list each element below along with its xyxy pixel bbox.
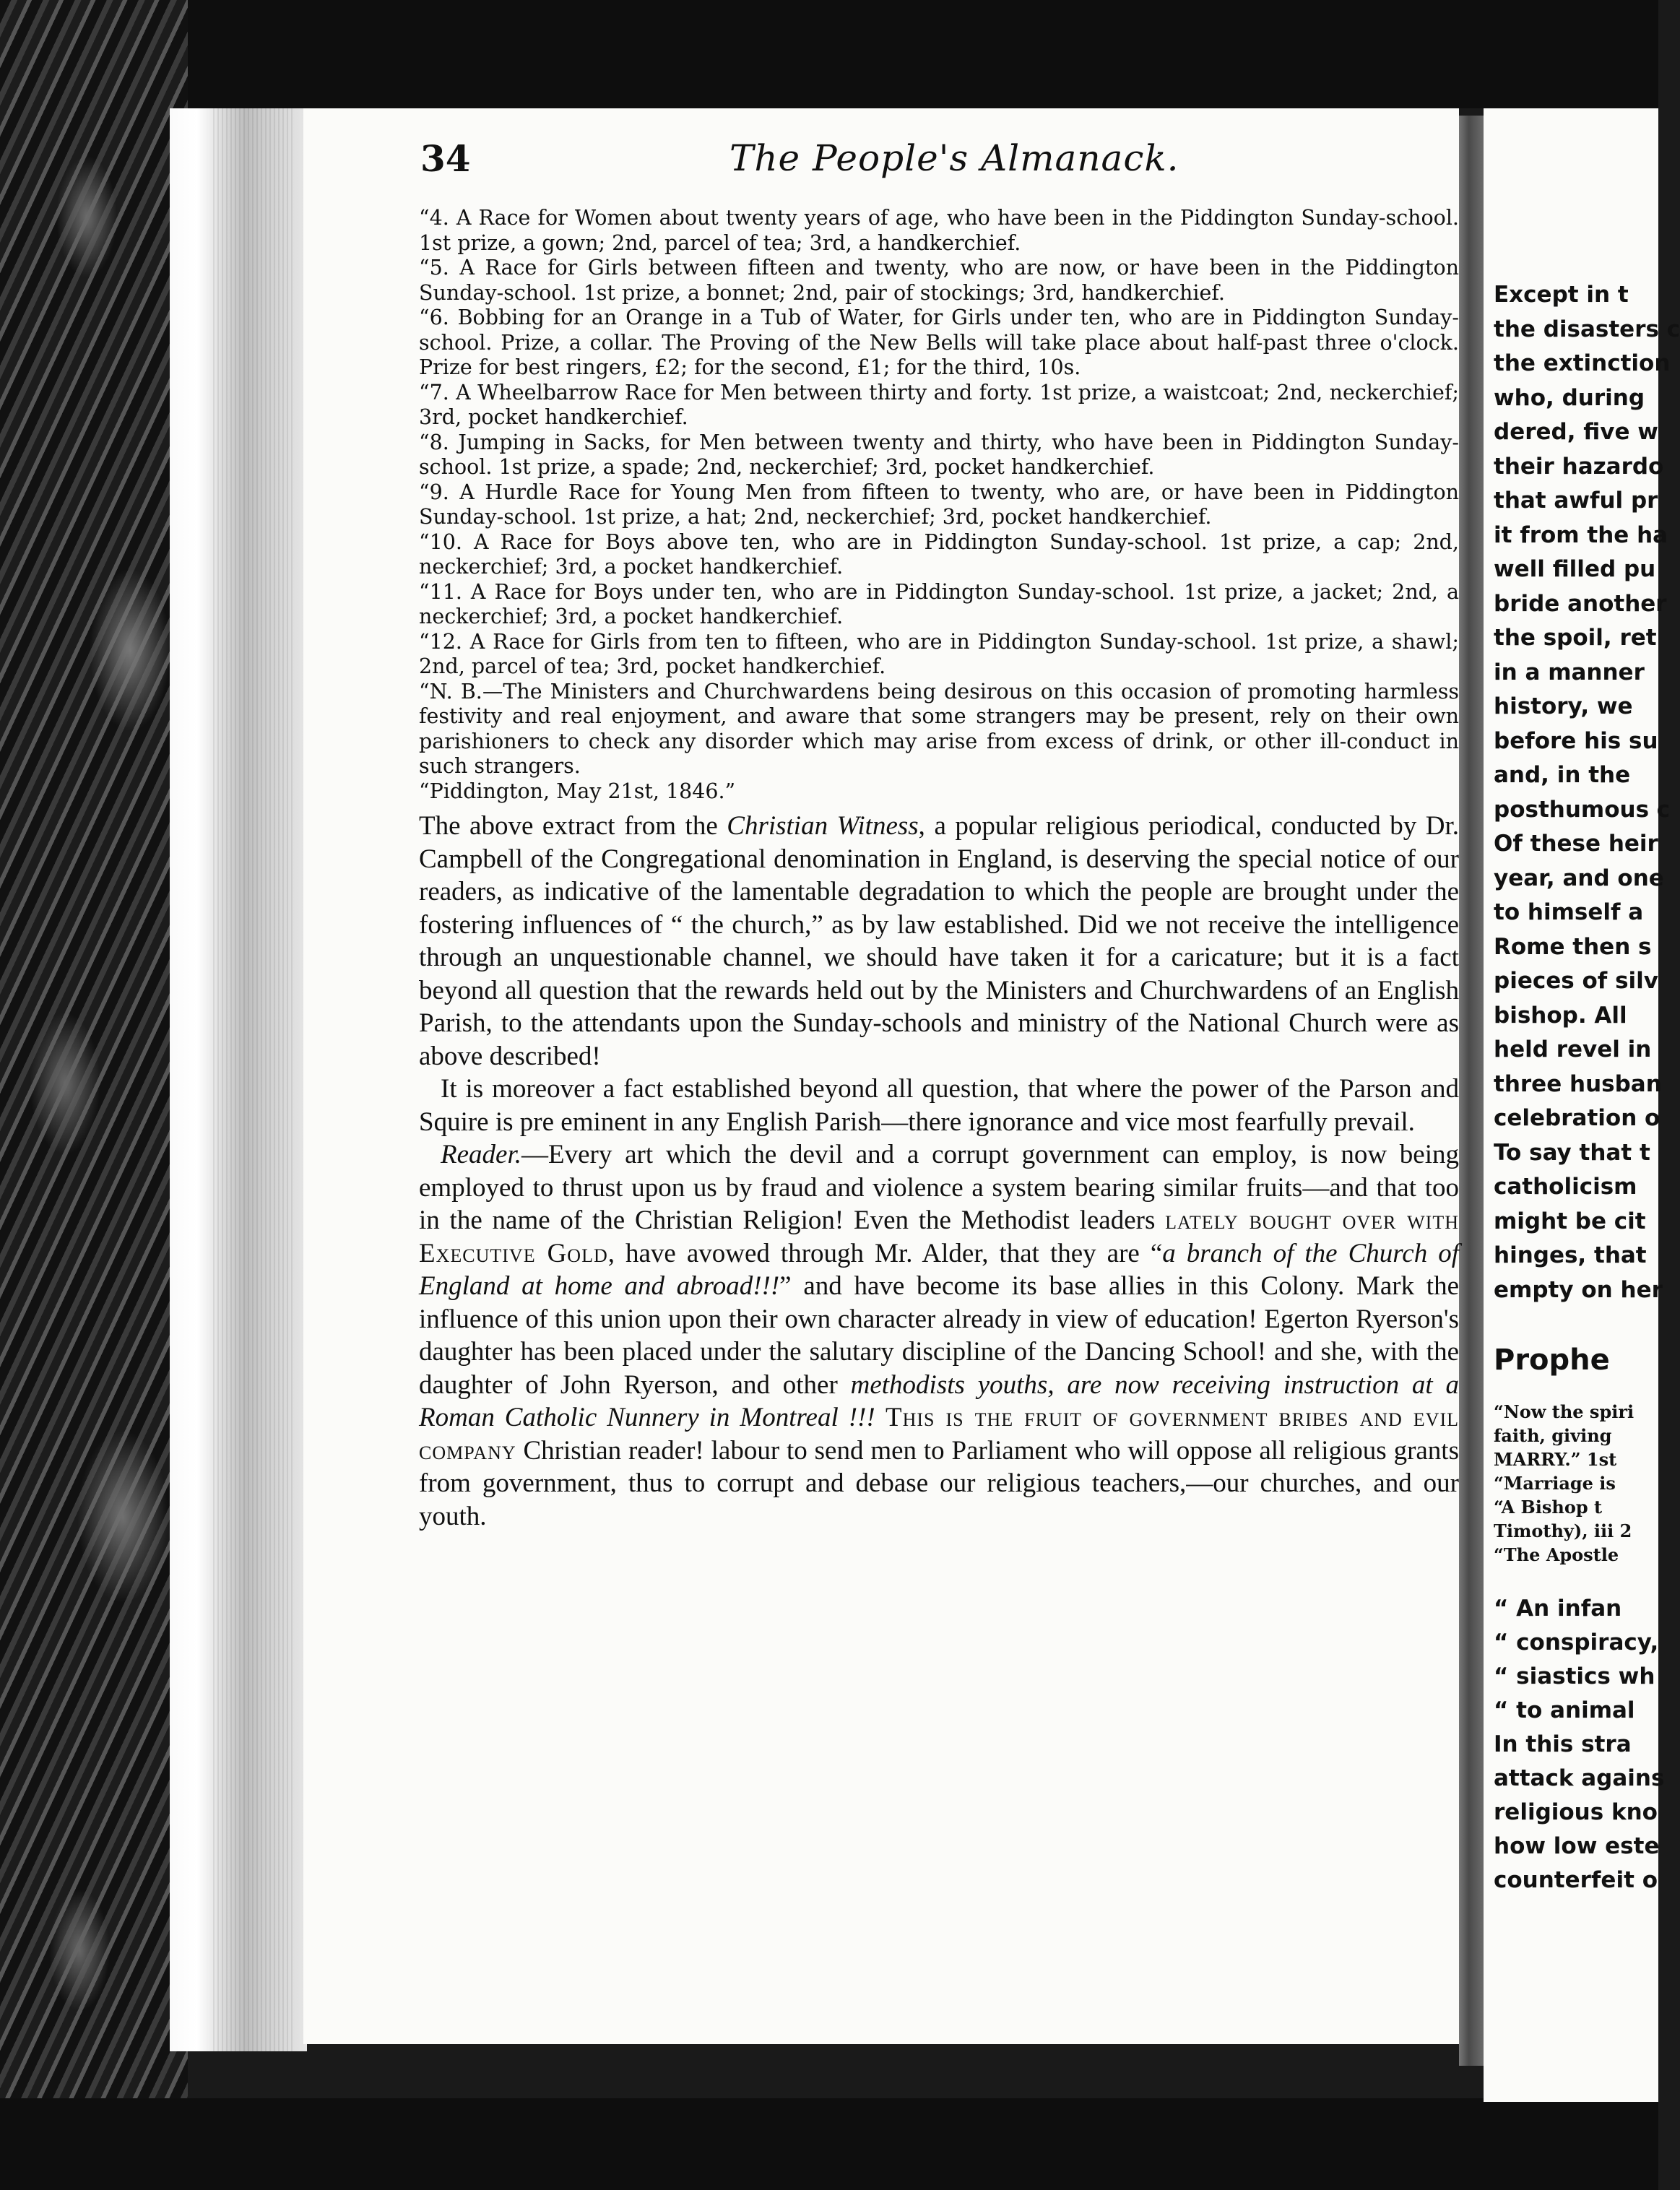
- facing-page-line: “Marriage is: [1494, 1473, 1616, 1494]
- facing-page-line: “A Bishop t: [1494, 1497, 1603, 1518]
- commentary-paragraph-1: The above extract from the Christian Witness, a popular religious periodical, conducted by Dr. Campbell of the Congregational denomination in England, is deserving the special notice of our readers, as indicative of the lamentable degradation to which the people are brought under the fostering influences of “ the church,” as by law established. Did we not receive the intelligence through an unquestionable channel, we should have taken it for a caricature; but it is a fact beyond all question that the rewards held out by the Ministers and Churchwardens of an English Parish, to the attendants upon the Sunday-schools and ministry of the National Church were as above described!: [419, 811, 1459, 1071]
- list-item: “8. Jumping in Sacks, for Men between twenty and thirty, who have been in Piddington Sunday-school. 1st prize, a spade; 2nd, neckerchief; 3rd, pocket handkerchief.: [419, 430, 1459, 479]
- page-number: 34: [420, 137, 471, 180]
- list-item: “4. A Race for Women about twenty years of age, who have been in the Piddington Sunday-school. 1st prize, a gown; 2nd, parcel of tea; 3rd, a handkerchief.: [419, 206, 1459, 255]
- facing-page-line: “ to animal: [1494, 1697, 1635, 1723]
- dateline: “Piddington, May 21st, 1846.”: [419, 779, 736, 803]
- quoted-prize-list: [419, 206, 1459, 804]
- facing-page-line: in a manner: [1494, 659, 1645, 685]
- facing-page-line: faith, giving: [1494, 1425, 1612, 1446]
- facing-page-heading: Prophe: [1494, 1343, 1610, 1377]
- facing-page-line: Of these heir: [1494, 831, 1658, 857]
- facing-page-line: bishop. All: [1494, 1002, 1627, 1029]
- running-head: The People's Almanack.: [729, 137, 1179, 179]
- facing-page-line: that awful pr: [1494, 488, 1658, 514]
- facing-page-line: and, in the: [1494, 762, 1631, 788]
- page-body: [419, 206, 1459, 1533]
- facing-page-line: year, and one: [1494, 865, 1664, 891]
- source-title: Christian Witness: [727, 811, 919, 841]
- facing-page-line: To say that t: [1494, 1139, 1650, 1166]
- facing-page-line: In this stra: [1494, 1731, 1632, 1757]
- facing-page-line: the spoil, ret: [1494, 625, 1657, 651]
- page-edges: [170, 108, 307, 2051]
- facing-page-line: to himself a: [1494, 899, 1644, 925]
- facing-page-line: “ conspiracy,: [1494, 1629, 1659, 1656]
- list-item: “10. A Race for Boys above ten, who are in Piddington Sunday-school. 1st prize, a cap; 2nd, neckerchief; 3rd, a pocket handkerchief.: [419, 529, 1459, 579]
- notice-paragraph: “N. B.—The Ministers and Churchwardens being desirous on this occasion of promoting harmless festivity and real enjoyment, and aware that some strangers may be present, rely on their own parishioners to check any disorder which may arise from excess of drink, or other ill-conduct in such strangers.: [419, 679, 1459, 778]
- facing-page-line: held revel in: [1494, 1036, 1652, 1062]
- facing-page-line: religious kno: [1494, 1799, 1658, 1825]
- reader-lead: Reader.: [441, 1140, 521, 1169]
- facing-page-line: the extinction: [1494, 350, 1671, 376]
- facing-page-line: attack agains: [1494, 1765, 1665, 1791]
- list-item: “5. A Race for Girls between fifteen and twenty, who are now, or have been in the Piddington Sunday-school. 1st prize, a bonnet; 2nd, pair of stockings; 3rd, handkerchief.: [419, 256, 1459, 305]
- commentary-paragraph-3: Reader.—Every art which the devil and a corrupt government can employ, is now being employed to thrust upon us by fraud and violence a system bearing similar fruits—and that too in the name of the Christian Religion! Even the Methodist leaders lately bought over with Executive Gold, have avowed through Mr. Alder, that they are “a branch of the Church of England at home and abroad!!!” and have become its base allies in this Colony. Mark the influence of this union upon their own character already in view of education! Egerton Ryerson's daughter has been placed under the salutary discipline of the Dancing School! and she, with the daughter of John Ryerson, and other methodists youths, are now receiving instruction at a Roman Catholic Nunnery in Montreal !!! This is the fruit of government bribes and evil company Christian reader! labour to send men to Parliament who will oppose all religious grants from government, thus to corrupt and debase our religious teachers,—our churches, and our youth.: [419, 1140, 1460, 1531]
- facing-page-line: “Now the spiri: [1494, 1401, 1634, 1422]
- facing-page-line: empty on her: [1494, 1276, 1663, 1303]
- scan-bottom-border: [0, 2098, 1658, 2190]
- list-item: “9. A Hurdle Race for Young Men from fifteen to twenty, who are, or have been in Piddington Sunday-school. 1st prize, a hat; 2nd, neckerchief; 3rd, pocket handkerchief.: [419, 480, 1459, 529]
- facing-page-line: before his su: [1494, 727, 1658, 754]
- scan-top-border: [0, 0, 1658, 108]
- facing-page-line: celebration o: [1494, 1105, 1660, 1131]
- facing-page-line: how low este: [1494, 1833, 1660, 1859]
- list-item: “7. A Wheelbarrow Race for Men between thirty and forty. 1st prize, a waistcoat; 2nd, neckerchief; 3rd, pocket handkerchief.: [419, 380, 1459, 429]
- facing-page-line: posthumous c: [1494, 796, 1671, 823]
- facing-page-line: “The Apostle: [1494, 1544, 1619, 1565]
- facing-page-line: “ siastics wh: [1494, 1663, 1655, 1689]
- facing-page-line: who, during: [1494, 384, 1645, 411]
- facing-page-line: history, we: [1494, 693, 1633, 719]
- facing-page-line: the disasters c: [1494, 316, 1680, 342]
- facing-page-line: dered, five w: [1494, 419, 1658, 445]
- facing-page-line: might be cit: [1494, 1208, 1646, 1234]
- facing-page-line: hinges, that: [1494, 1242, 1647, 1268]
- facing-page-line: counterfeit o: [1494, 1867, 1658, 1893]
- facing-page-line: MARRY.” 1st: [1494, 1449, 1617, 1470]
- facing-page-line: pieces of silv: [1494, 968, 1658, 994]
- facing-page-line: their hazardo: [1494, 453, 1664, 480]
- facing-page-line: well filled pu: [1494, 556, 1656, 582]
- facing-page-line: catholicism: [1494, 1174, 1637, 1200]
- facing-page-line: “ An infan: [1494, 1596, 1622, 1622]
- list-item: “6. Bobbing for an Orange in a Tub of Water, for Girls under ten, who are in Piddington Sunday-school. Prize, a collar. The Proving of the New Bells will take place about half-past three o'clock. Prize for best ringers, £2; for the second, £1; for the third, 10s.: [419, 306, 1459, 379]
- marbled-cover: [0, 0, 188, 2190]
- facing-page-line: Except in t: [1494, 282, 1629, 308]
- facing-page: [1484, 108, 1680, 2102]
- facing-page-line: it from the ha: [1494, 521, 1668, 548]
- list-item: “11. A Race for Boys under ten, who are in Piddington Sunday-school. 1st prize, a jacket; 2nd, a neckerchief; 3rd, a pocket handkerchief.: [419, 579, 1459, 628]
- commentary-paragraph-2: It is moreover a fact established beyond all question, that where the power of the Parson and Squire is pre eminent in any English Parish—there ignorance and vice most fearfully prevail.: [419, 1074, 1459, 1137]
- facing-page-line: bride another: [1494, 590, 1667, 617]
- book-gutter: [1459, 116, 1484, 2066]
- facing-page-line: Rome then s: [1494, 933, 1652, 960]
- facing-page-line: Timothy), iii 2: [1494, 1520, 1632, 1541]
- list-item: “12. A Race for Girls from ten to fifteen, who are in Piddington Sunday-school. 1st prize, a shawl; 2nd, parcel of tea; 3rd, pocket handkerchief.: [419, 629, 1459, 678]
- facing-page-line: three husban: [1494, 1070, 1662, 1097]
